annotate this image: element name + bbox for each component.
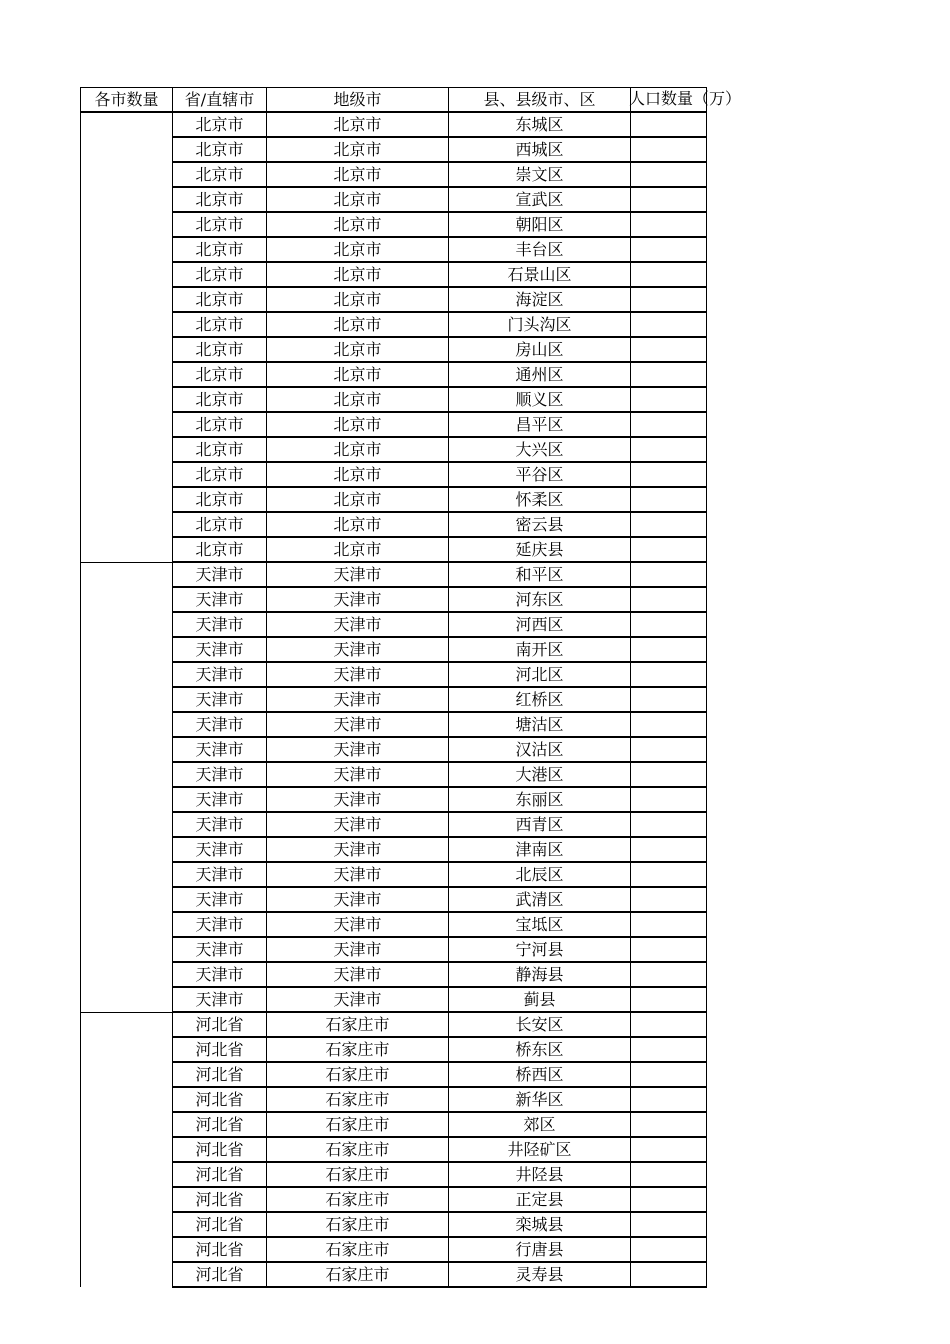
county-cell[interactable]: 新华区 — [449, 1087, 631, 1112]
prefecture-city-cell[interactable]: 天津市 — [267, 887, 449, 912]
prefecture-city-cell[interactable]: 北京市 — [267, 462, 449, 487]
province-cell[interactable]: 天津市 — [173, 912, 267, 937]
province-cell[interactable]: 天津市 — [173, 862, 267, 887]
province-cell[interactable]: 北京市 — [173, 487, 267, 512]
prefecture-city-cell[interactable]: 天津市 — [267, 987, 449, 1012]
header-county[interactable]: 县、县级市、区 — [449, 88, 631, 113]
table-row — [81, 362, 707, 387]
population-cell[interactable] — [631, 112, 707, 137]
prefecture-city-cell[interactable]: 石家庄市 — [267, 1087, 449, 1112]
county-cell[interactable]: 北辰区 — [449, 862, 631, 887]
population-cell[interactable] — [631, 387, 707, 412]
population-cell[interactable] — [631, 737, 707, 762]
population-cell[interactable] — [631, 562, 707, 587]
prefecture-city-cell[interactable]: 石家庄市 — [267, 1212, 449, 1237]
province-cell[interactable]: 天津市 — [173, 662, 267, 687]
county-cell[interactable]: 南开区 — [449, 637, 631, 662]
table-row — [81, 562, 707, 587]
province-cell[interactable]: 河北省 — [173, 1137, 267, 1162]
county-cell[interactable]: 密云县 — [449, 512, 631, 537]
county-cell[interactable]: 朝阳区 — [449, 212, 631, 237]
province-cell[interactable]: 北京市 — [173, 237, 267, 262]
province-cell[interactable]: 河北省 — [173, 1262, 267, 1287]
table-row — [81, 1012, 707, 1037]
province-cell[interactable]: 天津市 — [173, 587, 267, 612]
province-cell[interactable]: 北京市 — [173, 387, 267, 412]
prefecture-city-cell[interactable]: 北京市 — [267, 212, 449, 237]
province-cell[interactable]: 北京市 — [173, 437, 267, 462]
population-cell[interactable] — [631, 987, 707, 1012]
table-row — [81, 837, 707, 862]
table-row — [81, 1212, 707, 1237]
county-cell[interactable]: 河东区 — [449, 587, 631, 612]
population-cell[interactable] — [631, 912, 707, 937]
table-row — [81, 612, 707, 637]
header-prefecture-city[interactable]: 地级市 — [267, 88, 449, 113]
population-cell[interactable] — [631, 1187, 707, 1212]
province-cell[interactable]: 北京市 — [173, 162, 267, 187]
prefecture-city-cell[interactable]: 天津市 — [267, 912, 449, 937]
county-cell[interactable]: 门头沟区 — [449, 312, 631, 337]
prefecture-city-cell[interactable]: 石家庄市 — [267, 1137, 449, 1162]
population-cell[interactable] — [631, 937, 707, 962]
table-row — [81, 1037, 707, 1062]
population-table — [80, 87, 742, 1288]
population-cell[interactable] — [631, 537, 707, 562]
county-cell[interactable]: 静海县 — [449, 962, 631, 987]
province-cell[interactable]: 天津市 — [173, 787, 267, 812]
table-row — [81, 637, 707, 662]
population-cell[interactable] — [631, 312, 707, 337]
population-cell[interactable] — [631, 437, 707, 462]
population-cell[interactable] — [631, 812, 707, 837]
county-cell[interactable]: 昌平区 — [449, 412, 631, 437]
table-row — [81, 112, 707, 137]
table-row — [81, 687, 707, 712]
city-count-cell[interactable] — [81, 112, 173, 562]
prefecture-city-cell[interactable]: 北京市 — [267, 312, 449, 337]
province-cell[interactable]: 河北省 — [173, 1087, 267, 1112]
prefecture-city-cell[interactable]: 天津市 — [267, 837, 449, 862]
province-cell[interactable]: 天津市 — [173, 712, 267, 737]
population-cell[interactable] — [631, 787, 707, 812]
table-row — [81, 287, 707, 312]
table-row — [81, 187, 707, 212]
county-cell[interactable]: 桥西区 — [449, 1062, 631, 1087]
province-cell[interactable]: 北京市 — [173, 312, 267, 337]
province-cell[interactable]: 北京市 — [173, 412, 267, 437]
population-cell[interactable] — [631, 1012, 707, 1037]
prefecture-city-cell[interactable]: 北京市 — [267, 437, 449, 462]
county-cell[interactable]: 房山区 — [449, 337, 631, 362]
prefecture-city-cell[interactable]: 北京市 — [267, 337, 449, 362]
county-cell[interactable]: 宁河县 — [449, 937, 631, 962]
population-cell[interactable] — [631, 837, 707, 862]
table-row — [81, 512, 707, 537]
table-row — [81, 712, 707, 737]
table-row — [81, 737, 707, 762]
table-row — [81, 1112, 707, 1137]
county-cell[interactable]: 津南区 — [449, 837, 631, 862]
population-cell[interactable] — [631, 612, 707, 637]
prefecture-city-cell[interactable]: 北京市 — [267, 387, 449, 412]
population-cell[interactable] — [631, 362, 707, 387]
province-cell[interactable]: 北京市 — [173, 537, 267, 562]
population-cell[interactable] — [631, 1162, 707, 1187]
table-row — [81, 1137, 707, 1162]
prefecture-city-cell[interactable]: 天津市 — [267, 787, 449, 812]
prefecture-city-cell[interactable]: 北京市 — [267, 512, 449, 537]
county-cell[interactable]: 行唐县 — [449, 1237, 631, 1262]
table-row — [81, 237, 707, 262]
table-row — [81, 812, 707, 837]
population-cell[interactable] — [631, 137, 707, 162]
population-cell[interactable] — [631, 712, 707, 737]
population-cell[interactable] — [631, 512, 707, 537]
prefecture-city-cell[interactable]: 石家庄市 — [267, 1012, 449, 1037]
county-cell[interactable]: 东城区 — [449, 112, 631, 137]
province-cell[interactable]: 天津市 — [173, 687, 267, 712]
population-cell[interactable] — [631, 637, 707, 662]
county-cell[interactable]: 大港区 — [449, 762, 631, 787]
province-cell[interactable]: 北京市 — [173, 512, 267, 537]
population-cell[interactable] — [631, 487, 707, 512]
prefecture-city-cell[interactable]: 北京市 — [267, 537, 449, 562]
population-cell[interactable] — [631, 287, 707, 312]
county-cell[interactable]: 西城区 — [449, 137, 631, 162]
table-row — [81, 1262, 707, 1287]
prefecture-city-cell[interactable]: 天津市 — [267, 662, 449, 687]
county-cell[interactable]: 塘沽区 — [449, 712, 631, 737]
prefecture-city-cell[interactable]: 北京市 — [267, 237, 449, 262]
county-cell[interactable]: 桥东区 — [449, 1037, 631, 1062]
population-cell[interactable] — [631, 587, 707, 612]
prefecture-city-cell[interactable]: 石家庄市 — [267, 1112, 449, 1137]
table-row — [81, 1237, 707, 1262]
county-cell[interactable]: 河西区 — [449, 612, 631, 637]
population-cell[interactable] — [631, 887, 707, 912]
county-cell[interactable]: 怀柔区 — [449, 487, 631, 512]
prefecture-city-cell[interactable]: 天津市 — [267, 737, 449, 762]
table-row — [81, 787, 707, 812]
prefecture-city-cell[interactable]: 北京市 — [267, 137, 449, 162]
population-cell[interactable] — [631, 762, 707, 787]
prefecture-city-cell[interactable]: 天津市 — [267, 637, 449, 662]
population-cell[interactable] — [631, 462, 707, 487]
population-cell[interactable] — [631, 212, 707, 237]
table-row — [81, 937, 707, 962]
table-row — [81, 337, 707, 362]
prefecture-city-cell[interactable]: 天津市 — [267, 687, 449, 712]
table-row — [81, 962, 707, 987]
province-cell[interactable]: 北京市 — [173, 362, 267, 387]
table-row — [81, 212, 707, 237]
county-cell[interactable]: 石景山区 — [449, 262, 631, 287]
table-row — [81, 1062, 707, 1087]
prefecture-city-cell[interactable]: 北京市 — [267, 112, 449, 137]
county-cell[interactable]: 东丽区 — [449, 787, 631, 812]
province-cell[interactable]: 天津市 — [173, 937, 267, 962]
county-cell[interactable]: 宣武区 — [449, 187, 631, 212]
county-cell[interactable]: 西青区 — [449, 812, 631, 837]
population-cell[interactable] — [631, 237, 707, 262]
population-cell[interactable] — [631, 662, 707, 687]
table-row — [81, 912, 707, 937]
table-row — [81, 887, 707, 912]
county-cell[interactable]: 延庆县 — [449, 537, 631, 562]
prefecture-city-cell[interactable]: 天津市 — [267, 587, 449, 612]
table-row — [81, 587, 707, 612]
population-cell[interactable] — [631, 862, 707, 887]
prefecture-city-cell[interactable]: 北京市 — [267, 487, 449, 512]
prefecture-city-cell[interactable]: 天津市 — [267, 562, 449, 587]
table-row — [81, 262, 707, 287]
population-cell[interactable] — [631, 1112, 707, 1137]
prefecture-city-cell[interactable]: 天津市 — [267, 812, 449, 837]
prefecture-city-cell[interactable]: 天津市 — [267, 612, 449, 637]
spreadsheet — [80, 87, 742, 1288]
province-cell[interactable]: 天津市 — [173, 762, 267, 787]
prefecture-city-cell[interactable]: 天津市 — [267, 762, 449, 787]
county-cell[interactable]: 海淀区 — [449, 287, 631, 312]
province-cell[interactable]: 北京市 — [173, 462, 267, 487]
prefecture-city-cell[interactable]: 北京市 — [267, 262, 449, 287]
table-row — [81, 312, 707, 337]
province-cell[interactable]: 河北省 — [173, 1162, 267, 1187]
county-cell[interactable]: 汉沽区 — [449, 737, 631, 762]
table-row — [81, 412, 707, 437]
prefecture-city-cell[interactable]: 石家庄市 — [267, 1062, 449, 1087]
county-cell[interactable]: 和平区 — [449, 562, 631, 587]
table-row — [81, 487, 707, 512]
table-row — [81, 437, 707, 462]
province-cell[interactable]: 北京市 — [173, 262, 267, 287]
province-cell[interactable]: 天津市 — [173, 837, 267, 862]
province-cell[interactable]: 天津市 — [173, 962, 267, 987]
county-cell[interactable]: 井陉县 — [449, 1162, 631, 1187]
header-population[interactable] — [629, 88, 742, 113]
province-cell[interactable]: 北京市 — [173, 337, 267, 362]
prefecture-city-cell[interactable]: 北京市 — [267, 187, 449, 212]
table-body — [81, 112, 707, 1287]
city-count-cell[interactable] — [81, 562, 173, 1012]
county-cell[interactable]: 灵寿县 — [449, 1262, 631, 1287]
table-row — [81, 537, 707, 562]
province-cell[interactable]: 河北省 — [173, 1012, 267, 1037]
prefecture-city-cell[interactable]: 石家庄市 — [267, 1037, 449, 1062]
province-cell[interactable]: 天津市 — [173, 612, 267, 637]
province-cell[interactable]: 天津市 — [173, 737, 267, 762]
table-row — [81, 862, 707, 887]
province-cell[interactable]: 天津市 — [173, 812, 267, 837]
prefecture-city-cell[interactable]: 石家庄市 — [267, 1237, 449, 1262]
county-cell[interactable]: 河北区 — [449, 662, 631, 687]
population-cell[interactable] — [631, 1037, 707, 1062]
county-cell[interactable]: 丰台区 — [449, 237, 631, 262]
county-cell[interactable]: 崇文区 — [449, 162, 631, 187]
population-cell[interactable] — [631, 962, 707, 987]
prefecture-city-cell[interactable]: 石家庄市 — [267, 1162, 449, 1187]
population-cell[interactable] — [631, 162, 707, 187]
population-cell[interactable] — [631, 1237, 707, 1262]
county-cell[interactable]: 通州区 — [449, 362, 631, 387]
county-cell[interactable]: 长安区 — [449, 1012, 631, 1037]
table-row — [81, 1187, 707, 1212]
table-row — [81, 162, 707, 187]
table-row — [81, 1087, 707, 1112]
population-cell[interactable] — [631, 1087, 707, 1112]
population-cell[interactable] — [631, 187, 707, 212]
province-cell[interactable]: 天津市 — [173, 887, 267, 912]
prefecture-city-cell[interactable]: 北京市 — [267, 362, 449, 387]
province-cell[interactable]: 北京市 — [173, 137, 267, 162]
prefecture-city-cell[interactable]: 天津市 — [267, 712, 449, 737]
table-row — [81, 987, 707, 1012]
prefecture-city-cell[interactable]: 石家庄市 — [267, 1187, 449, 1212]
population-cell[interactable] — [631, 687, 707, 712]
prefecture-city-cell[interactable]: 北京市 — [267, 287, 449, 312]
city-count-cell[interactable] — [81, 1012, 173, 1287]
header-province[interactable]: 省/直辖市 — [173, 88, 267, 113]
province-cell[interactable]: 河北省 — [173, 1187, 267, 1212]
province-cell[interactable]: 北京市 — [173, 212, 267, 237]
table-row — [81, 387, 707, 412]
county-cell[interactable]: 顺义区 — [449, 387, 631, 412]
prefecture-city-cell[interactable]: 北京市 — [267, 162, 449, 187]
population-cell[interactable] — [631, 337, 707, 362]
header-city-count[interactable]: 各市数量 — [81, 88, 173, 113]
county-cell[interactable]: 平谷区 — [449, 462, 631, 487]
header-population-label: 人口数量（万） — [629, 89, 742, 108]
province-cell[interactable]: 天津市 — [173, 562, 267, 587]
county-cell[interactable]: 蓟县 — [449, 987, 631, 1012]
county-cell[interactable]: 井陉矿区 — [449, 1137, 631, 1162]
prefecture-city-cell[interactable]: 天津市 — [267, 962, 449, 987]
province-cell[interactable]: 天津市 — [173, 987, 267, 1012]
prefecture-city-cell[interactable]: 天津市 — [267, 862, 449, 887]
population-cell[interactable] — [631, 1137, 707, 1162]
province-cell[interactable]: 北京市 — [173, 187, 267, 212]
prefecture-city-cell[interactable]: 天津市 — [267, 937, 449, 962]
county-cell[interactable]: 正定县 — [449, 1187, 631, 1212]
table-row — [81, 662, 707, 687]
province-cell[interactable]: 河北省 — [173, 1112, 267, 1137]
county-cell[interactable]: 栾城县 — [449, 1212, 631, 1237]
table-row — [81, 762, 707, 787]
population-cell[interactable] — [631, 1062, 707, 1087]
province-cell[interactable]: 河北省 — [173, 1037, 267, 1062]
prefecture-city-cell[interactable]: 北京市 — [267, 412, 449, 437]
county-cell[interactable]: 宝坻区 — [449, 912, 631, 937]
province-cell[interactable]: 天津市 — [173, 637, 267, 662]
province-cell[interactable]: 河北省 — [173, 1062, 267, 1087]
population-cell[interactable] — [631, 1262, 707, 1287]
county-cell[interactable]: 大兴区 — [449, 437, 631, 462]
province-cell[interactable]: 北京市 — [173, 112, 267, 137]
county-cell[interactable]: 郊区 — [449, 1112, 631, 1137]
province-cell[interactable]: 北京市 — [173, 287, 267, 312]
county-cell[interactable]: 红桥区 — [449, 687, 631, 712]
population-cell[interactable] — [631, 412, 707, 437]
table-row — [81, 137, 707, 162]
table-row — [81, 1162, 707, 1187]
population-cell[interactable] — [631, 262, 707, 287]
population-cell[interactable] — [631, 1212, 707, 1237]
province-cell[interactable]: 河北省 — [173, 1237, 267, 1262]
county-cell[interactable]: 武清区 — [449, 887, 631, 912]
table-row — [81, 462, 707, 487]
prefecture-city-cell[interactable]: 石家庄市 — [267, 1262, 449, 1287]
header-row — [81, 88, 707, 113]
province-cell[interactable]: 河北省 — [173, 1212, 267, 1237]
